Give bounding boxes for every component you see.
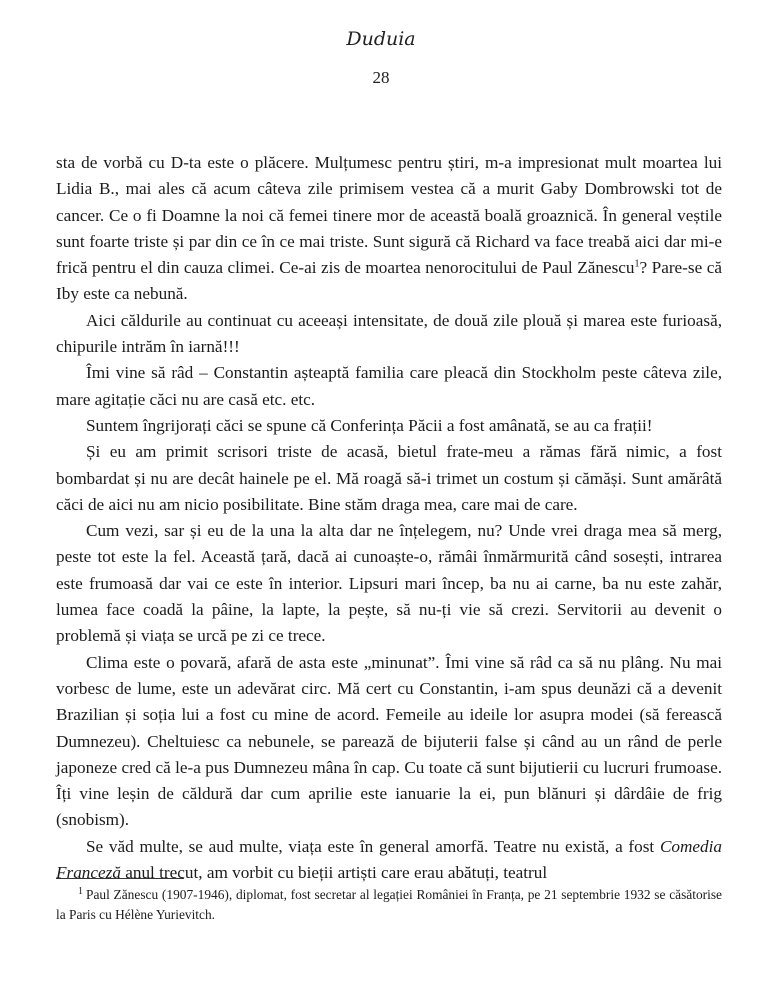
footnote-number: 1 bbox=[78, 885, 83, 897]
body-text bbox=[56, 150, 722, 886]
paragraph-3: Îmi vine să râd – Constantin așteaptă familia care pleacă din Stockholm peste câteva zile, mare agitație căci nu are casă etc. etc. bbox=[56, 363, 722, 409]
paragraph-6: Cum vezi, sar și eu de la una la alta dar ne înțelegem, nu? Unde vrei draga mea să merg, peste tot este la fel. Această țară, dacă ai cunoaște-o, rămâi înmărmurită când sosești, intrarea este frumoasă dar vai ce este în interior. Lipsuri mari încep, ba nu ai carne, ba nu este zahăr, lumea face coadă la pâine, la lapte, la pește, să nu-ți vie să crezi. Servitorii au devenit o problemă și viața se urcă pe zi ce trece. bbox=[56, 521, 722, 646]
paragraph-4: Suntem îngrijorați căci se spune că Conferința Păcii a fost amânată, se au ca frații! bbox=[86, 415, 653, 435]
footnote bbox=[56, 885, 722, 925]
footnote-reference: 1 bbox=[634, 258, 640, 270]
footnote-text: Paul Zănescu (1907-1946), diplomat, fost secretar al legației României în Franța, pe 21 septembrie 1932 se căsătorise la Paris cu Hélène Yurievitch. bbox=[56, 887, 722, 922]
paragraph-5: Și eu am primit scrisori triste de acasă, bietul frate-meu a rămas fără nimic, a fost bombardat și nu are decât hainele pe el. Mă roagă să-i trimet un costum și cămăși. Sunt amărâtă căci de aici nu am nicio posibilitate. Bine stăm draga mea, care mai de care. bbox=[56, 442, 722, 514]
running-header-title: Duduia bbox=[346, 28, 416, 50]
paragraph-1 bbox=[56, 150, 722, 308]
paragraph-1-end: ? Pare-se că Iby este ca nebună. bbox=[56, 258, 722, 304]
paragraph-7: Clima este o povară, afară de asta este „minunat”. Îmi vine să râd ca să nu plâng. Nu mai vorbesc de lume, este un adevărat circ. Mă cert cu Constantin, i-am spus deunăzi că a devenit Brazilian și soția lui a fost cu mine de acord. Femeile au ideile lor asupra modei (să ferească Dumnezeu). Cheltuiesc ca nebunele, se parează de bijuterii false și când au un rând de perle japoneze cred că le-a pus Dumnezeu mâna în cap. Cu toate că sunt bijutierii cu lucruri frumoase. Îți vine leșin de căldură dar cum aprilie este ianuarie la ei, pun blănuri și dârdâie de frig (snobism). bbox=[56, 652, 722, 830]
footnote-divider bbox=[56, 878, 184, 879]
paragraph-8-italic-title: Comedia Franceză bbox=[56, 836, 723, 883]
footnote-line bbox=[56, 885, 722, 925]
paragraph-1-text: sta de vorbă cu D-ta este o plăcere. Mulțumesc pentru știri, m-a impresionat mult moartea lui Lidia B., mai ales că acum câteva zile primisem vestea că a murit Gaby Dombrowski tot de cancer. Ce o fi Doamne la noi că femei tinere mor de această boală groaznică. În general veștile sunt foarte triste și par din ce în ce mai triste. Sunt sigură că Richard va face treabă aici dar mi-e frică pentru el din cauza climei. Ce-ai zis de moartea nenorocitului de Paul Zănescu bbox=[56, 153, 722, 278]
paragraph-8-end: anul trecut, am vorbit cu bieții artiști care erau abătuți, teatrul bbox=[120, 863, 548, 883]
page-number: 28 bbox=[372, 68, 390, 87]
paragraph-2: Aici căldurile au continuat cu aceeași intensitate, de două zile plouă și marea este furioasă, chipurile intrăm în iarnă!!! bbox=[56, 310, 722, 357]
paragraph-8-start: Se văd multe, se aud multe, viața este în general amorfă. Teatre nu există, a fost bbox=[86, 836, 655, 856]
